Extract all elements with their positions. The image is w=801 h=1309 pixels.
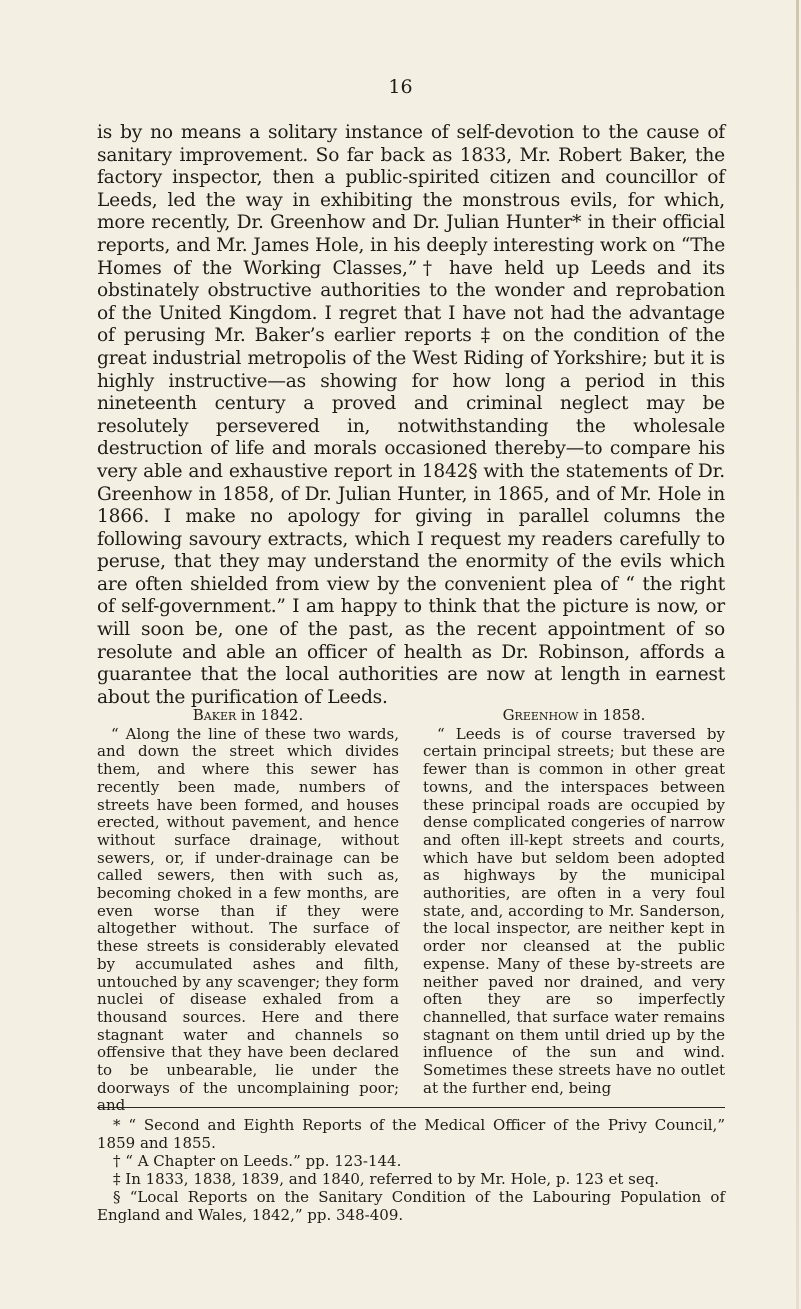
column-greenhow xyxy=(423,707,725,1115)
column-year-greenhow: in 1858. xyxy=(583,706,646,724)
column-baker xyxy=(97,707,399,1115)
footnote-1: * “ Second and Eighth Reports of the Medical Officer of the Privy Council,” 1859 and 1855. xyxy=(97,1116,725,1152)
parallel-columns xyxy=(97,707,725,1115)
column-text-baker: “ Along the line of these two wards, and down the street which divides them, and where this sewer has recently been made, numbers of streets have been formed, and houses erected, without pavement, and hence without surface drainage, without sewers, or, if under-drainage can be called sewers, then with such as, becoming choked in a few months, are even worse than if they were altogether without. The surface of these streets is considerably elevated by accumulated ashes and filth, untouched by any scavenger; they form nuclei of disease exhaled from a thousand sources. Here and there stagnant water and channels so offensive that they have been declared to be unbearable, lie under the doorways of the uncomplaining poor; and xyxy=(97,724,399,1115)
footnote-2: † “ A Chapter on Leeds.” pp. 123-144. xyxy=(113,1152,402,1170)
footnote-3: ‡ In 1833, 1838, 1839, and 1840, referred to by Mr. Hole, p. 123 et seq. xyxy=(113,1170,660,1188)
page-number: 16 xyxy=(388,76,413,98)
column-year-baker: in 1842. xyxy=(241,706,304,724)
column-author-baker: Baker xyxy=(192,706,237,724)
column-author-greenhow: Greenhow xyxy=(502,706,579,724)
page-edge-shadow xyxy=(796,0,799,1309)
column-heading-greenhow xyxy=(423,707,725,725)
column-heading-baker xyxy=(97,707,399,725)
footnote-4: § “Local Reports on the Sanitary Condition of the Labouring Population of England and Wales, 1842,” pp. 348-409. xyxy=(97,1188,725,1224)
footnote-divider xyxy=(97,1107,725,1108)
footnotes xyxy=(97,1116,725,1224)
main-paragraph: is by no means a solitary instance of self-devotion to the cause of sanitary improvement. So far back as 1833, Mr. Robert Baker, the factory inspector, then a public-spirited citizen and councillor of Leeds, led the way in exhibiting the monstrous evils, for which, more recently, Dr. Greenhow and Dr. Julian Hunter* in their official reports, and Mr. James Hole, in his deeply interesting work on “The Homes of the Working Classes,”† have held up Leeds and its obstinately obstructive authorities to the wonder and reprobation of the United Kingdom. I regret that I have not had the advantage of perusing Mr. Baker’s earlier reports ‡ on the condition of the great industrial metropolis of the West Riding of Yorkshire; but it is highly instructive—as showing for how long a period in this nineteenth century a proved and criminal neglect may be resolutely persevered in, notwithstanding the wholesale destruction of life and morals occasioned thereby—to compare his very able and exhaustive report in 1842§ with the statements of Dr. Greenhow in 1858, of Dr. Julian Hunter, in 1865, and of Mr. Hole in 1866. I make no apology for giving in parallel columns the following savoury extracts, which I request my readers carefully to peruse, that they may understand the enormity of the evils which are often shielded from view by the convenient plea of “ the right of self-government.” I am happy to think that the picture is now, or will soon be, one of the past, as the recent appointment of so resolute and able an officer of health as Dr. Robinson, affords a guarantee that the local authorities are now at length in earnest about the purification of Leeds. xyxy=(97,122,725,708)
column-text-greenhow: “ Leeds is of course traversed by certain principal streets; but these are fewer than is common in other great towns, and the interspaces between these principal roads are occupied by dense complicated congeries of narrow and often ill-kept streets and courts, which have but seldom been adopted as highways by the municipal authorities, are often in a very foul state, and, according to Mr. Sanderson, the local inspector, are neither kept in order nor cleansed at the public expense. Many of these by-streets are neither paved nor drained, and very often they are so imperfectly channelled, that surface water remains stagnant on them until dried up by the influence of the sun and wind. Sometimes these streets have no outlet at the further end, being xyxy=(423,724,725,1097)
